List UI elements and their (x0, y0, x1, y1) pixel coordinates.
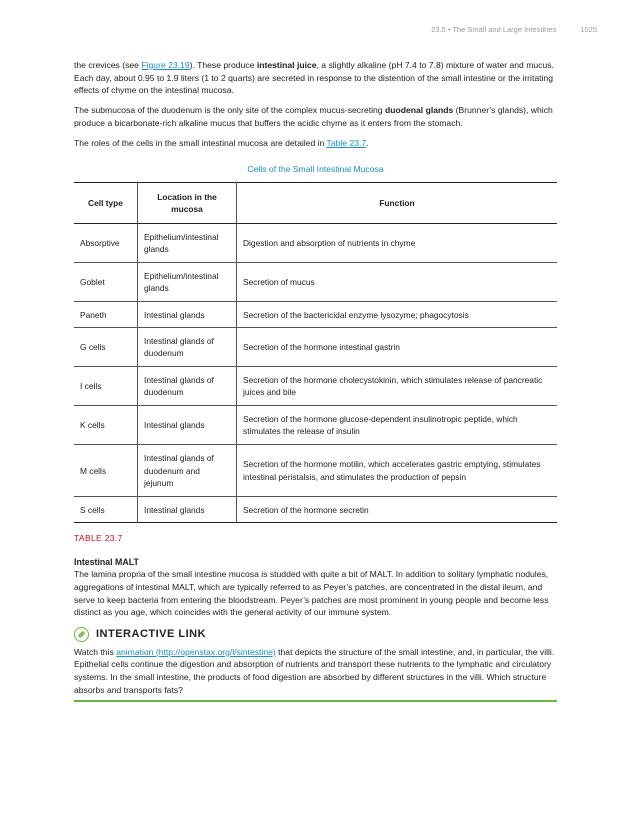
table-row (74, 302, 557, 328)
table-row (74, 263, 557, 302)
interactive-text-b: that depicts the structure of the small intestine, and, in particular, the villi. Epithelial cells continue the digestion and absorption of nutrients and transport these nutrients to the lymphatic and circulatory systems. In the small intestine, the products of food digestion are absorbed by different structures in the villi. Which structure absorbs and transports fats? (74, 646, 555, 695)
table-row (74, 445, 557, 497)
table-header-row (74, 183, 557, 224)
cell-type: K cells (74, 406, 138, 445)
table-caption: Cells of the Small Intestinal Mucosa (247, 163, 384, 174)
link-icon (74, 627, 89, 642)
interactive-link-title: INTERACTIVE LINK (96, 627, 207, 640)
cell-location: Intestinal glands (138, 406, 237, 445)
paragraph-2 (74, 104, 557, 129)
cell-function: Secretion of the hormone cholecystokinin, which stimulates release of pancreatic juices and bile (237, 367, 558, 406)
section-divider (74, 700, 557, 702)
cell-location: Intestinal glands (138, 497, 237, 523)
cell-function: Secretion of the hormone glucose-dependent insulinotropic peptide, which stimulates the release of insulin (237, 406, 558, 445)
cell-function: Digestion and absorption of nutrients in chyme (237, 224, 558, 263)
term-intestinal-juice: intestinal juice (256, 60, 317, 70)
interactive-text-a: Watch this (74, 646, 117, 657)
chapter-title: 23.5 • The Small and Large Intestines (431, 25, 557, 34)
cell-type: Goblet (74, 263, 138, 302)
p1-text-b: ). These produce (189, 60, 257, 70)
cell-function: Secretion of the hormone intestinal gastrin (237, 328, 558, 367)
table-link[interactable]: Table 23.7 (326, 137, 367, 148)
p3-text-a: The roles of the cells in the small intestinal mucosa are detailed in (74, 137, 327, 148)
cell-type: M cells (74, 445, 138, 497)
page-header (431, 25, 597, 34)
p2-text-b: (Brunner’s glands), which produce a bicarbonate-rich alkaline mucus that buffers the acidic chyme as it enters from the stomach. (74, 105, 553, 128)
figure-link[interactable]: Figure 23.19 (141, 60, 190, 70)
term-duodenal-glands: duodenal glands (384, 105, 454, 116)
interactive-paragraph (74, 646, 557, 696)
header-cell-type: Cell type (74, 183, 138, 224)
cell-location: Intestinal glands of duodenum (138, 328, 237, 367)
p2-text-a: The submucosa of the duodenum is the only site of the complex mucus-secreting (74, 105, 385, 116)
cell-location: Epithelium/intestinal glands (138, 224, 237, 263)
cell-type: S cells (80, 504, 105, 515)
paragraph-1 (74, 59, 557, 97)
cell-type: G cells (74, 328, 138, 367)
table-row (74, 406, 557, 445)
table-row (74, 497, 557, 523)
cell-type: I cells (74, 367, 138, 406)
cell-location: Intestinal glands of duodenum and jejunum (138, 445, 237, 497)
cells-table (74, 182, 557, 523)
cell-function: Secretion of the hormone motilin, which accelerates gastric emptying, stimulates intestinal peristalsis, and stimulates the production of pepsin (237, 445, 558, 497)
table-row (74, 367, 557, 406)
malt-paragraph: The lamina propria of the small intestine mucosa is studded with quite a bit of MALT. In addition to solitary lymphatic nodules, aggregations of intestinal MALT, which are typically referred to as Peyer’s patches, are concentrated in the distal ileum, and serve to keep bacteria from entering the bloodstream. Peyer’s patches are most prominent in young people and become less distinct as you age, which coincides with the general activity of our immune system. (74, 569, 549, 618)
table-label: TABLE 23.7 (74, 533, 123, 544)
p3-text-b: . (366, 137, 369, 148)
header-location: Location in the mucosa (138, 183, 237, 224)
page-number: 1025 (580, 25, 597, 34)
p1-text-c: , a slightly alkaline (pH 7.4 to 7.8) mixture of water and mucus. Each day, about 0.95 to 1.9 liters (1 to 2 quarts) are secreted in response to the distention of the small intestine or the irritating effects of chyme on the intestinal mucosa. (74, 60, 554, 96)
cell-function: Secretion of the hormone secretin (237, 497, 558, 523)
paragraph-3 (74, 137, 557, 150)
animation-link[interactable]: animation (http://openstax.org/l/sintestine) (116, 646, 276, 657)
table-row (74, 224, 557, 263)
header-function: Function (237, 183, 558, 224)
table-row (74, 328, 557, 367)
cell-type: Paneth (74, 302, 138, 328)
cell-function: Secretion of mucus (237, 263, 558, 302)
cell-location: Epithelium/intestinal glands (138, 263, 237, 302)
malt-heading: Intestinal MALT (74, 556, 139, 567)
cell-location: Intestinal glands (138, 302, 237, 328)
interactive-link-header (74, 627, 557, 642)
p1-text-a: the crevices (see (74, 60, 142, 70)
cell-function: Secretion of the bactericidal enzyme lysozyme; phagocytosis (237, 302, 558, 328)
cell-location: Intestinal glands of duodenum (138, 367, 237, 406)
cell-type: Absorptive (74, 224, 138, 263)
page-content (74, 59, 557, 702)
